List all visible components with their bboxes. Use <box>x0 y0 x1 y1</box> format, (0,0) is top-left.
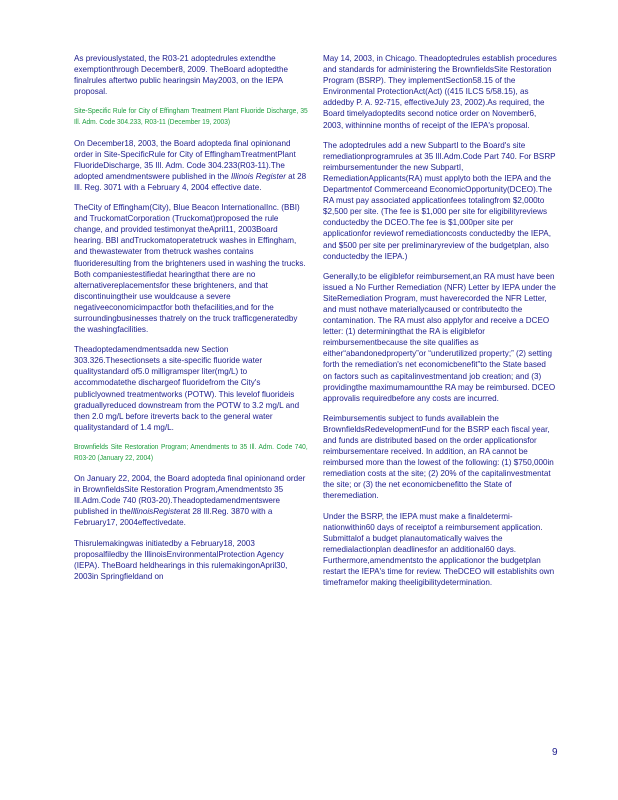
paragraph-eligibility: Generally,to be eligiblefor reimbursement,an RA must have been issued a No Further Remediation (NFR) Letter by IEPA under the SiteRemediation Program, must haverecorded the NFR Letter, and must nothave materiallycaused or contributedto the contamination. The RA must also applyfor and receive a DCEO letter: (1) determiningthat the RA is eligiblefor reimbursementbecause the site qualifies as either“abandonedproperty”or “underutilized property;” (2) setting forth the remediation's net economicbenefit”to the State based on factors such as capitalinvestmentand job creation; and (3) providingthe maximumamountthe RA may be reimbursed. DCEO approvalis requiredbefore any costs are incurred. <box>323 271 556 403</box>
italic-register: Illinois Register <box>231 171 286 181</box>
paragraph-reimbursement-funds: Reimbursementis subject to funds availablein the BrownfieldsRedevelopmentFund for the BSRP each fiscal year, and funds are distributed based on the order applicationsfor reimbursementare received. In addition, an RA cannot be reimbursed more than the lowest of the following: (1) $750,000in remediation costs at the site; (2) 20% of the capitalinvestmentat the site; or (3) the net economicbenefitto the State of theremediation. <box>323 413 554 501</box>
paragraph-effingham-testimony: TheCity of Effingham(City), Blue Beacon InternationalInc. (BBI) and TruckomatCorporation (Truckomat)proposed the rule change, and provided testimonyat theApril11, 2003Board hearing. BBI andTruckomatoperatetruck washes in Effingham, and thewastewater from thetruck washes contains fluorideresulting from the brighteners used in washing the trucks. Both companiestestifiedat hearingthat there are no alternativereplacementsfor these brighteners, and that discontinuingtheir use wouldcause a severe negativeeconomicimpactfor both thefacilities,and for the surroundingbusinesses thatrely on the truck trafficgeneratedby the washingfacilities. <box>74 203 306 335</box>
heading-brownfields-program: Brownfields Site Restoration Program; Amendments to 35 Ill. Adm. Code 740, R03-20 (January 22, 2004) <box>74 441 308 462</box>
paragraph-bsrp-procedures: May 14, 2003, in Chicago. Theadoptedrules establish procedures and standards for administering the BrownfieldsSite Restoration Program (BSRP). They implementSection58.15 of the Environmental ProtectionAct(Act) ((415 ILCS 5/58.15), as addedby P. A. 92-715, effectiveJuly 23, 2002).As required, the Board timelyadoptedits second notice order on November6, 2003, withinnine months of receipt of the IEPA's proposal. <box>323 54 557 130</box>
paragraph-fluoride-standard: Theadoptedamendmentsadda new Section 303.326.Thesectionsets a site-specific fluoride water qualitystandard of5.0 milligramsper liter(mg/L) to accommodatethe dischargeof fluoridefrom the City's publiclyowned treatmentworks (POTW). This levelof fluorideis graduallyreduced downstream from the POTW to 3.2 mg/L and then 2.0 mg/L before itreverts back to the general water qualitystandard of 1.4 mg/L. <box>74 345 300 432</box>
left-column <box>74 53 308 591</box>
paragraph-brownfields-adoption <box>74 473 308 528</box>
page-number: 9 <box>552 747 558 758</box>
text-span: at 28 Ill.Reg. 3870 with a February17, 2004effectivedate. <box>74 507 273 528</box>
paragraph-effingham-adoption <box>74 138 308 193</box>
paragraph-r03-21-exemption: As previouslystated, the R03-21 adoptedrules extendthe exemptionthrough December8, 2009. TheBoard adoptedthe finalrules aftertwo public hearingsin May2003, on the IEPA proposal. <box>74 54 289 97</box>
italic-register: IllinoisRegister <box>130 507 184 517</box>
paragraph-subpart-i: The adoptedrules add a new SubpartI to the Board's site remediationprogramrules at 35 Ill.Adm.Code Part 740. For BSRP reimbursementunder the new SubpartI, RemediationApplicants(RA) must applyto both the IEPA and the Departmentof Commerceand EconomicOpportunity(DCEO).The RA must pay associated applicationfees totalingfrom $2,000to $2,500 per site. (The fee is $1,000 per site for eligibilityreviews conductedby the DCEO.The fee is $1,000per site per applicationfor reviewof remediationcosts conductedby the IEPA, and $500 per site per preliminaryreview of the budgetplan, also conductedby the IEPA.) <box>323 140 556 261</box>
text-span: at 28 Ill. Reg. 3071 with a February 4, 2004 effective date. <box>74 171 307 192</box>
right-column <box>323 53 557 597</box>
paragraph-determination-timeline: Under the BSRP, the IEPA must make a finaldetermi-nationwithin60 days of receiptof a reimbursement application. Submittalof a budget planautomatically waives the remedialactionplan deadlinesfor an additional60 days. Furthermore,amendmentsto the applicationor the budgetplan restart the IEPA's time for review. TheDCEO will establishits own timeframefor making theeligibilitydetermination. <box>323 511 555 588</box>
heading-effingham-fluoride: Site-Specific Rule for City of Effingham Treatment Plant Fluoride Discharge, 35 Ill. Adm. Code 304.233, R03-11 (December 19, 2003) <box>74 106 308 126</box>
paragraph-rulemaking-initiation: Thisrulemakingwas initiatedby a February18, 2003 proposalfiledby the IllinoisEnvironmentalProtection Agency (IEPA). TheBoard heldhearings in this rulemakingonApril30, 2003in Springfieldand on <box>74 538 288 581</box>
text-span: On January 22, 2004, the Board adopteda final opinionand order in BrownfieldsSite Restoration Program,Amendmentsto 35 Ill.Adm.Code 740 (R03-20).Theadoptedamendmentswere published in the <box>74 474 306 517</box>
text-span: On December18, 2003, the Board adopteda final opinionand order in Site-SpecificRule for City of EffinghamTreatmentPlant FluorideDischarge, 35 Ill. Adm. Code 304.233(R03-11).The adopted amendmentswere published in the <box>74 138 296 181</box>
